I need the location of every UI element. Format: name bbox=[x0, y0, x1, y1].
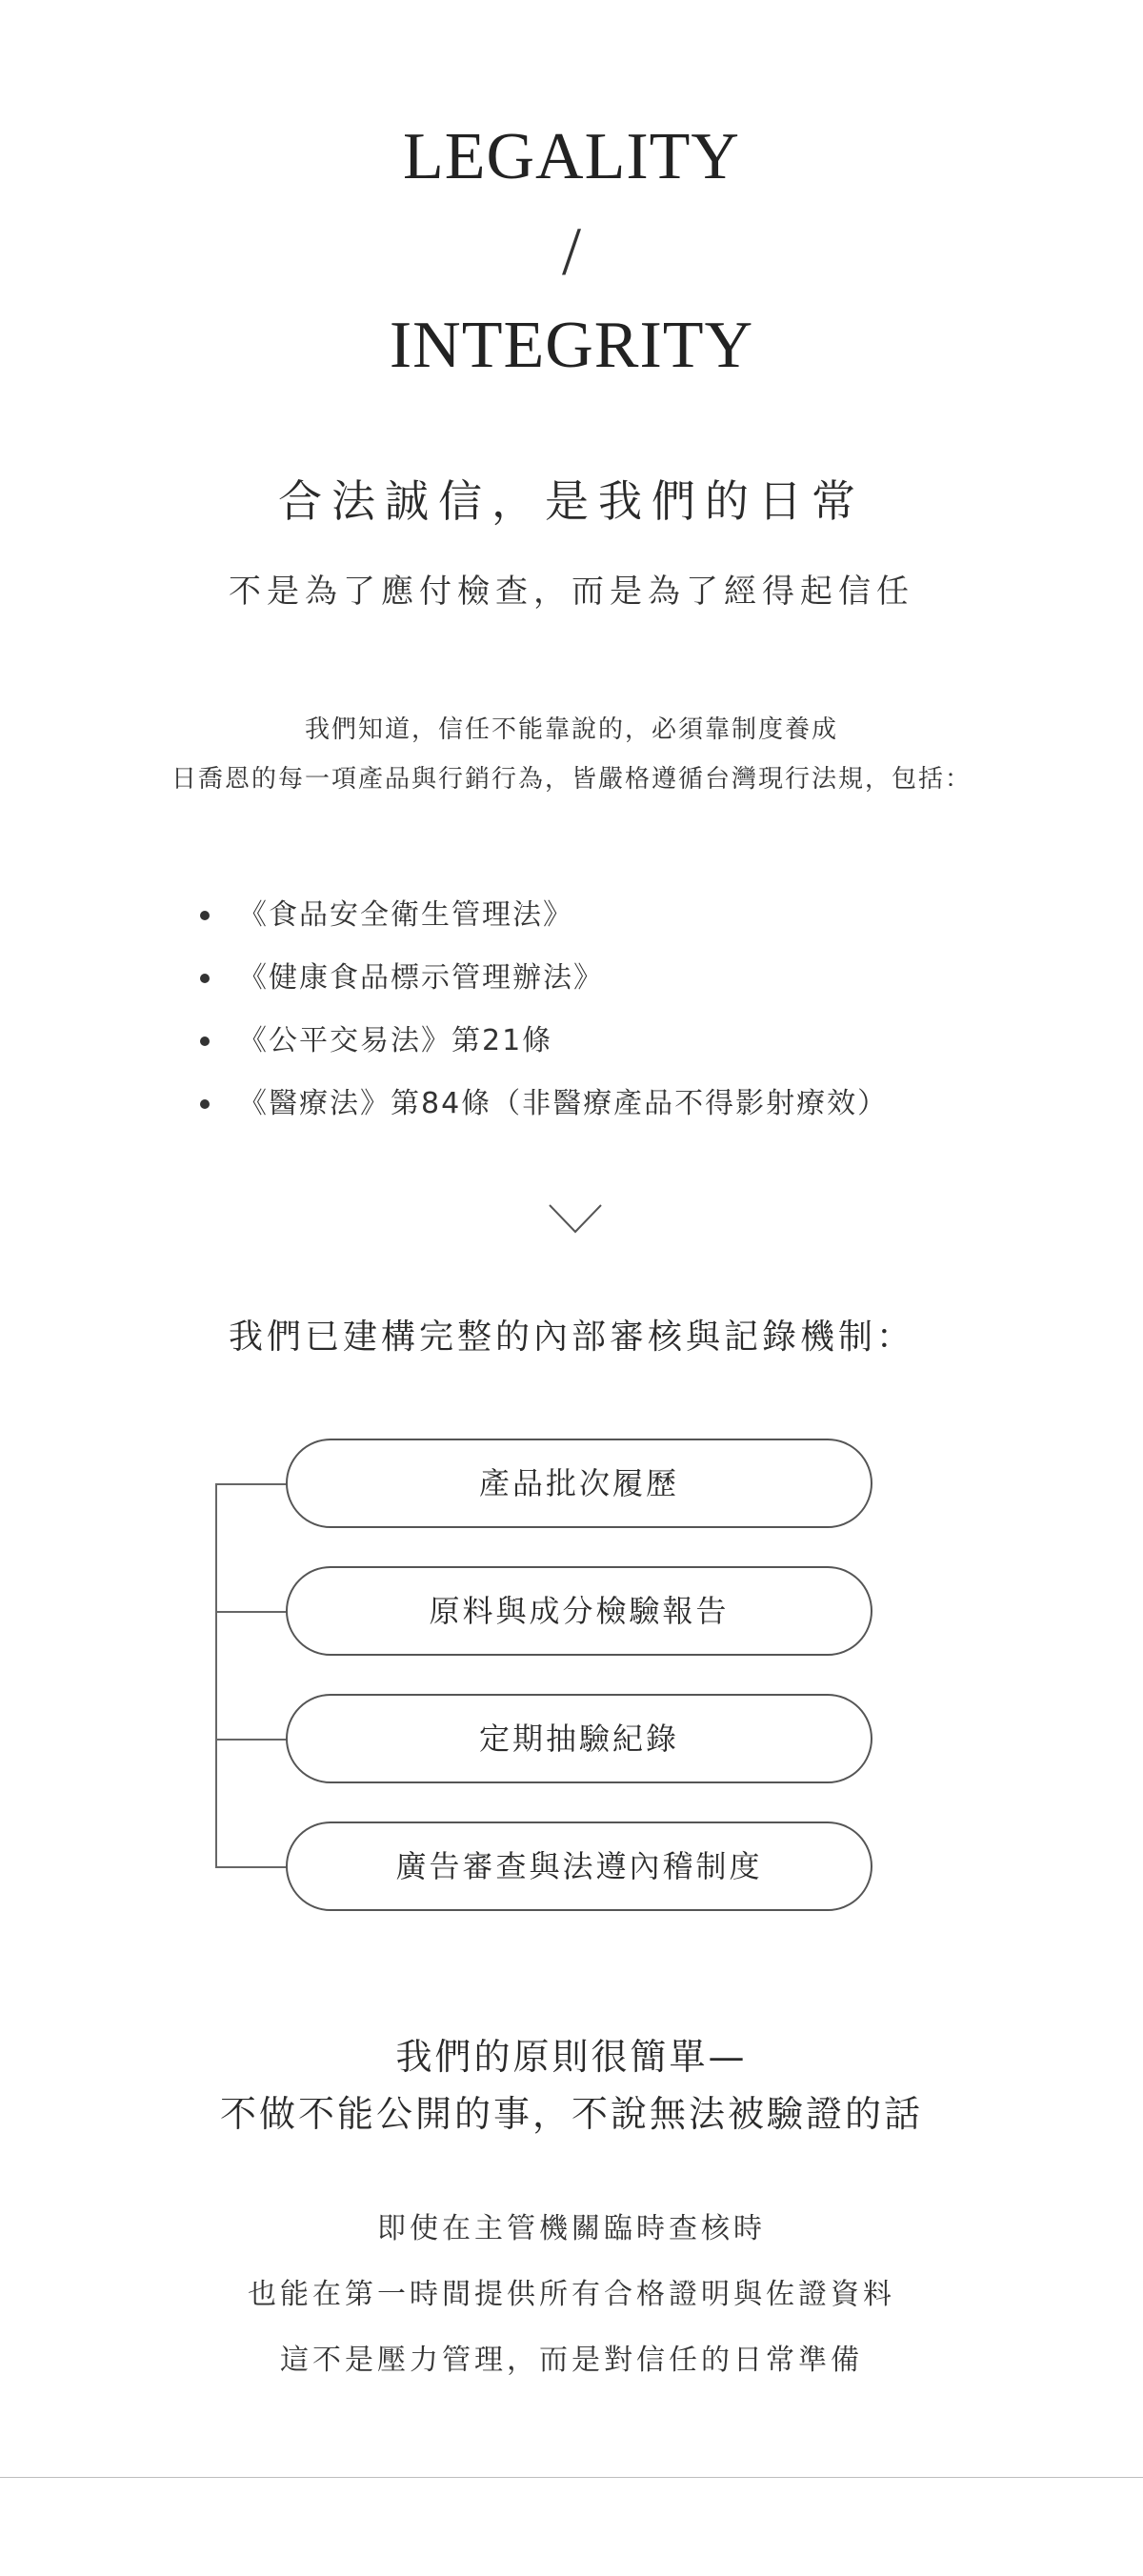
bullet-icon bbox=[200, 1036, 210, 1046]
mechanism-heading: 我們已建構完整的內部審核與記錄機制： bbox=[228, 1318, 914, 1357]
mechanism-item-batch-history: 產品批次履歷 bbox=[286, 1439, 872, 1528]
closing-line-3: 這不是壓力管理，而是對信任的日常準備 bbox=[280, 2344, 863, 2377]
mechanism-item-ingredient-report: 原料與成分檢驗報告 bbox=[286, 1566, 872, 1656]
tree-branch-line bbox=[215, 1739, 288, 1741]
title-integrity: INTEGRITY bbox=[389, 309, 754, 382]
mechanism-item-sampling-record: 定期抽驗紀錄 bbox=[286, 1694, 872, 1783]
tree-vertical-line bbox=[215, 1483, 217, 1868]
law-item: 《健康食品標示管理辦法》 bbox=[200, 958, 888, 1021]
bullet-icon bbox=[200, 1099, 210, 1109]
closing-line-2: 也能在第一時間提供所有合格證明與佐證資料 bbox=[248, 2278, 895, 2311]
law-item: 《醫療法》第84條（非醫療產品不得影射療效） bbox=[200, 1084, 888, 1147]
bullet-icon bbox=[200, 911, 210, 920]
intro-line-1: 我們知道，信任不能靠說的，必須靠制度養成 bbox=[304, 715, 838, 744]
tree-branch-line bbox=[215, 1866, 288, 1868]
tree-branch-line bbox=[215, 1611, 288, 1613]
principle-line-2: 不做不能公開的事，不說無法被驗證的話 bbox=[219, 2093, 923, 2135]
title-legality: LEGALITY bbox=[402, 120, 740, 193]
chevron-down-icon bbox=[548, 1202, 603, 1235]
bullet-icon bbox=[200, 974, 210, 983]
page-subheading: 不是為了應付檢查，而是為了經得起信任 bbox=[229, 573, 914, 611]
intro-line-2: 日喬恩的每一項產品與行銷行為，皆嚴格遵循台灣現行法規，包括： bbox=[170, 765, 972, 794]
page-heading: 合法誠信，是我們的日常 bbox=[278, 475, 865, 527]
principle-line-1: 我們的原則很簡單— bbox=[395, 2036, 748, 2078]
title-separator: / bbox=[561, 213, 581, 290]
mechanism-item-ad-compliance: 廣告審查與法遵內稽制度 bbox=[286, 1821, 872, 1911]
law-item: 《公平交易法》第21條 bbox=[200, 1021, 888, 1084]
law-list bbox=[200, 896, 888, 1147]
tree-branch-line bbox=[215, 1483, 288, 1485]
intro-paragraph bbox=[0, 705, 1143, 804]
bottom-divider bbox=[0, 2477, 1143, 2478]
closing-line-1: 即使在主管機關臨時查核時 bbox=[377, 2212, 766, 2245]
law-item: 《食品安全衛生管理法》 bbox=[200, 896, 888, 958]
